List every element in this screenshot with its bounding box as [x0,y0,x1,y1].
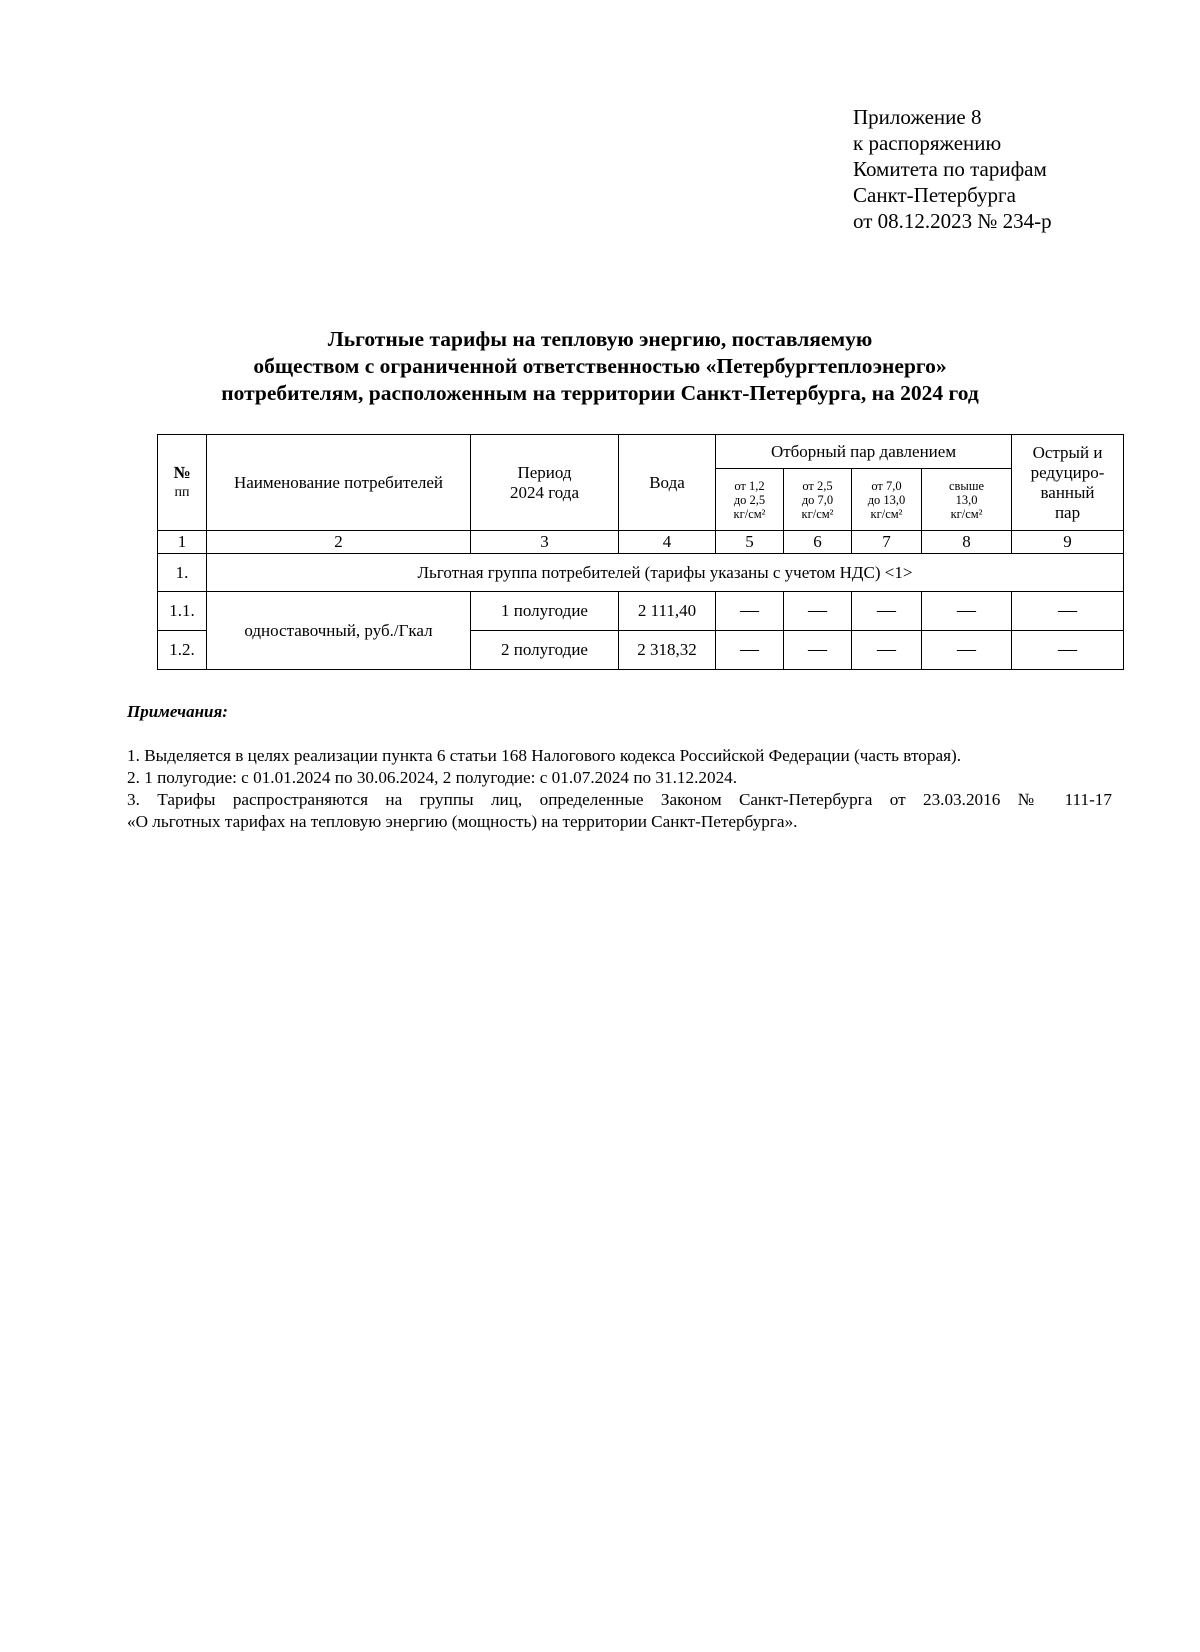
title-line: потребителям, расположенным на территории Санкт-Петербурга, на 2024 год [221,381,979,405]
header-steam-3 [852,469,922,531]
header-num [158,435,207,531]
row-steam-1: — [716,631,784,670]
header-steam-line: кг/см² [733,506,766,521]
appendix-block [853,104,1052,234]
row-steam-4: — [922,631,1012,670]
header-steam-line: от 7,0 [871,478,902,493]
note-item: 3. Тарифы распространяются на группы лиц, определенные Законом Санкт-Петербурга от 23.03.2016 № 111-17 [127,790,1112,809]
notes-heading: Примечания: [127,702,228,721]
header-period-line: 2024 года [509,482,579,502]
header-steam-line: до 7,0 [801,492,834,507]
column-number: 5 [716,531,784,554]
header-steam-line: от 2,5 [802,478,833,493]
title-line: Льготные тарифы на тепловую энергию, поставляемую [327,327,873,351]
column-number: 1 [158,531,207,554]
appendix-line: Приложение 8 [853,105,982,129]
appendix-line: от 08.12.2023 № 234-р [853,209,1052,233]
title-line: обществом с ограниченной ответственностью «Петербургтеплоэнерго» [253,354,947,378]
document-title [120,326,1080,407]
header-steam-line: до 2,5 [733,492,766,507]
row-steam-1: — [716,592,784,631]
note-item: 1. Выделяется в целях реализации пункта 6 статьи 168 Налогового кодекса Российской Федерации (часть вторая). [127,746,962,765]
notes-block [127,745,1112,833]
header-sharp-steam [1012,435,1124,531]
row-water-tariff: 2 111,40 [619,592,716,631]
header-num-abbr: пп [174,484,190,500]
appendix-line: к распоряжению [853,131,1002,155]
table-row [158,592,1124,631]
note-item: 2. 1 полугодие: с 01.01.2024 по 30.06.2024, 2 полугодие: с 01.07.2024 по 31.12.2024. [127,768,738,787]
note-item: «О льготных тарифах на тепловую энергию (мощность) на территории Санкт-Петербурга». [127,812,798,831]
header-sharp-line: ванный [1040,482,1095,502]
column-number: 3 [471,531,619,554]
header-sharp-line: Острый и [1032,442,1103,462]
header-steam-line: свыше [948,478,985,493]
header-steam-line: кг/см² [950,506,983,521]
header-steam-line: до 13,0 [867,492,906,507]
header-sharp-line: редуциро- [1030,462,1105,482]
group-row-label: Льготная группа потребителей (тарифы указаны с учетом НДС) <1> [207,554,1124,592]
header-steam-2 [784,469,852,531]
column-number: 4 [619,531,716,554]
header-steam-line: кг/см² [870,506,903,521]
row-sharp-steam: — [1012,592,1124,631]
column-number: 8 [922,531,1012,554]
row-num: 1.2. [158,631,207,670]
row-steam-4: — [922,592,1012,631]
header-water: Вода [619,435,716,531]
header-steam-4 [922,469,1012,531]
column-number: 6 [784,531,852,554]
header-steam-line: от 1,2 [734,478,765,493]
appendix-line: Комитета по тарифам [853,157,1047,181]
row-steam-3: — [852,592,922,631]
header-steam-line: кг/см² [801,506,834,521]
column-number: 2 [207,531,471,554]
column-number: 7 [852,531,922,554]
row-num: 1.1. [158,592,207,631]
header-num-symbol: № [173,462,191,482]
row-steam-2: — [784,631,852,670]
header-name: Наименование потребителей [207,435,471,531]
header-steam-line: 13,0 [955,492,978,507]
consumer-name: одноставочный, руб./Гкал [207,592,471,670]
header-steam-group: Отборный пар давлением [716,435,1012,469]
row-period: 1 полугодие [471,592,619,631]
column-number: 9 [1012,531,1124,554]
row-period: 2 полугодие [471,631,619,670]
header-sharp-line: пар [1054,502,1081,522]
row-steam-2: — [784,592,852,631]
header-period [471,435,619,531]
row-steam-3: — [852,631,922,670]
group-row-num: 1. [158,554,207,592]
row-water-tariff: 2 318,32 [619,631,716,670]
header-period-line: Период [517,462,572,482]
appendix-line: Санкт-Петербурга [853,183,1016,207]
row-sharp-steam: — [1012,631,1124,670]
header-steam-1 [716,469,784,531]
tariff-table [157,434,1124,670]
